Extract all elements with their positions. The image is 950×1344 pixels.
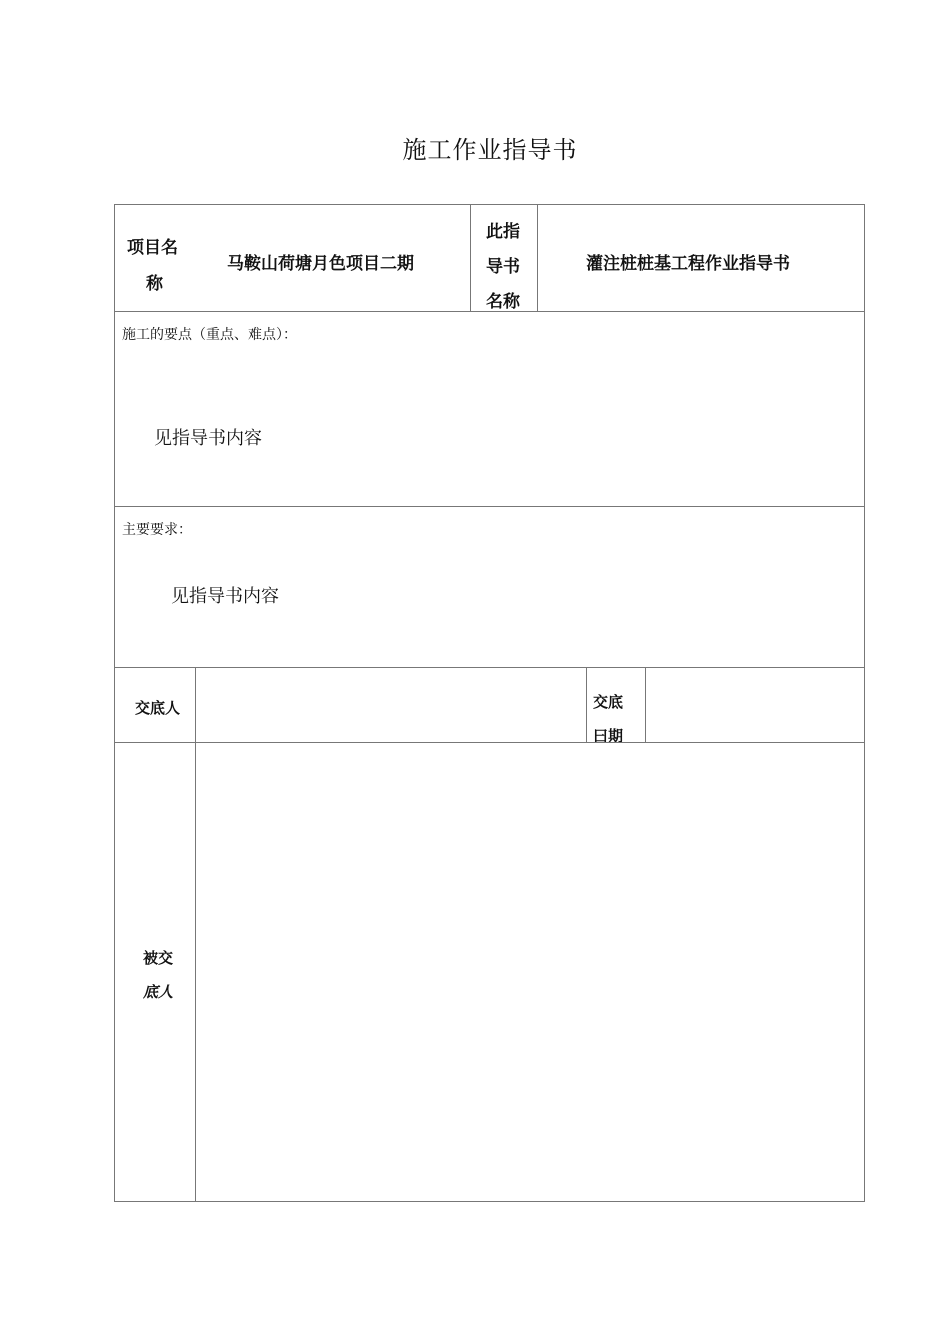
guide-label-line3: 名称	[486, 292, 520, 312]
key-points-cell	[114, 311, 865, 507]
requirements-cell	[114, 506, 865, 668]
guide-name-value[interactable]: 灌注桩桩基工程作业指导书	[586, 254, 790, 274]
date-label-cell	[586, 667, 646, 743]
presenter-label: 交底人	[135, 699, 181, 717]
instruction-form	[114, 204, 865, 1202]
guide-name-cell	[537, 204, 865, 312]
project-label-line2: 称	[146, 274, 163, 294]
recipient-label-line1: 被交	[143, 949, 174, 967]
project-name-value[interactable]: 马鞍山荷塘月色项目二期	[227, 254, 414, 274]
recipient-label-line2: 底人	[143, 983, 174, 1001]
project-label-line1: 项目名	[127, 238, 178, 258]
guide-label-line1: 此指	[486, 222, 520, 242]
key-points-label: 施工的要点（重点、难点）：	[122, 327, 297, 343]
document-title: 施工作业指导书	[402, 136, 578, 164]
recipient-label-cell	[114, 742, 196, 1202]
presenter-value-cell[interactable]	[195, 667, 587, 743]
presenter-label-cell	[114, 667, 196, 743]
key-points-content[interactable]: 见指导书内容	[154, 428, 262, 449]
date-label-line1: 交底	[593, 693, 624, 711]
requirements-content[interactable]: 见指导书内容	[171, 586, 279, 607]
date-value-cell[interactable]	[645, 667, 865, 743]
date-label-line2: 曰期	[593, 727, 624, 745]
guide-label-line2: 导书	[486, 257, 520, 277]
requirements-label: 主要要求：	[122, 522, 192, 538]
project-name-cell	[114, 204, 471, 312]
guide-label-cell	[470, 204, 538, 312]
recipient-value-cell[interactable]	[195, 742, 865, 1202]
